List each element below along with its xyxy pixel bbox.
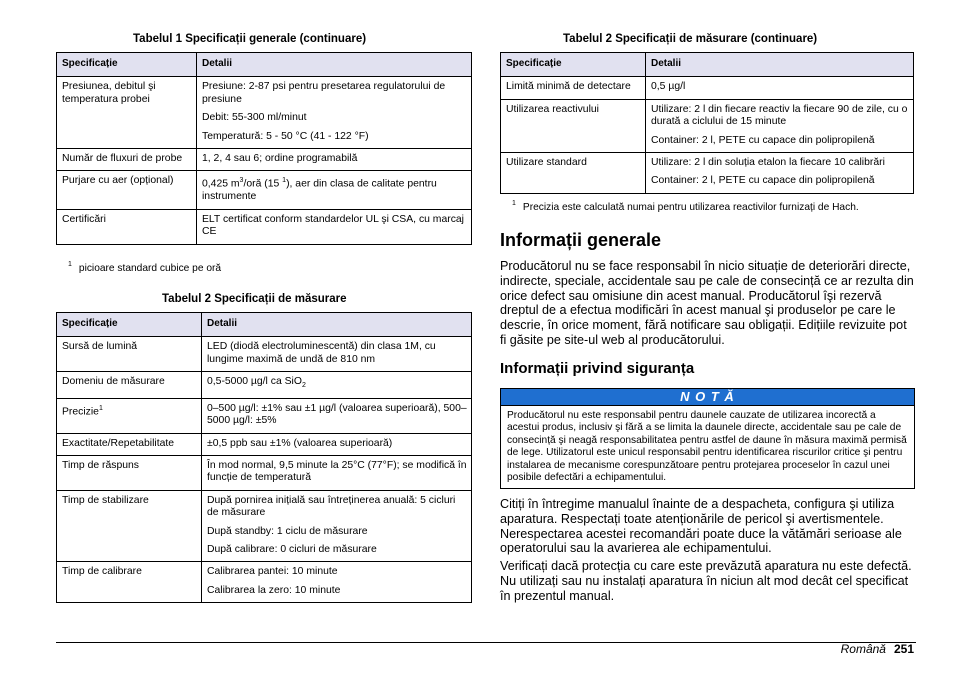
table2cont-cell-spec: Utilizare standard bbox=[501, 153, 646, 194]
table1-cell-details bbox=[197, 77, 472, 149]
detail-line: 0,5 µg/l bbox=[651, 81, 686, 93]
table2-caption: Tabelul 2 Specificații de măsurare bbox=[162, 293, 347, 305]
detail-line: ±0,5 ppb sau ±1% (valoarea superioară) bbox=[207, 437, 393, 449]
detail-line: Debit: 55-300 ml/minut bbox=[202, 112, 307, 124]
table1-header-spec: Specificație bbox=[57, 53, 197, 77]
detail-line: Utilizare: 2 l din soluția etalon la fiecare 10 calibrări bbox=[651, 157, 885, 169]
table-row bbox=[57, 490, 472, 562]
detail-line: După pornirea inițială sau întreținerea anuală: 5 cicluri de măsurare bbox=[207, 494, 456, 519]
table-row bbox=[57, 149, 472, 171]
table-row bbox=[501, 153, 914, 194]
page-footer bbox=[841, 642, 914, 656]
footnote-mark: 1 bbox=[68, 261, 72, 268]
detail-text: /oră (15 bbox=[243, 178, 283, 190]
table2-header-details: Detalii bbox=[202, 313, 472, 337]
spec-text: Precizie bbox=[62, 406, 99, 418]
table2cont-cell-details bbox=[646, 153, 914, 194]
detail-line: În mod normal, 9,5 minute la 25°C (77°F); se modifică în funcție de temperatură bbox=[207, 459, 467, 484]
footnote-mark: 1 bbox=[512, 200, 516, 207]
note-label: N O T Ă bbox=[500, 388, 915, 406]
safety-paragraph-2: Verificați dacă protecția cu care este prevăzută aparatura nu este defectă. Nu utilizați sau nu instalați aparatura în niciun alt mod decât cel specificat în prezentul manual. bbox=[500, 559, 912, 603]
table-row bbox=[57, 372, 472, 398]
table1-cell-spec: Purjare cu aer (opțional) bbox=[57, 171, 197, 209]
table2cont-footnote bbox=[512, 202, 859, 213]
table1-cell-spec: Certificări bbox=[57, 209, 197, 244]
table2cont-measurement-specs bbox=[500, 52, 914, 194]
detail-line: LED (diodă electroluminescentă) din clasa 1M, cu lungime maximă de undă de 810 nm bbox=[207, 341, 436, 365]
footer-language: Română bbox=[840, 642, 886, 656]
table2-cell-details bbox=[202, 433, 472, 455]
detail-line: Calibrarea la zero: 10 minute bbox=[207, 584, 341, 596]
table-row bbox=[57, 562, 472, 603]
detail-line: După standby: 1 ciclu de măsurare bbox=[207, 525, 368, 537]
table1-general-specs bbox=[56, 52, 472, 245]
table1-caption: Tabelul 1 Specificații generale (continuare) bbox=[133, 33, 367, 45]
safety-info-heading: Informații privind siguranța bbox=[500, 360, 695, 377]
table2-cell-spec: Sursă de lumină bbox=[57, 337, 202, 372]
table2-cell-spec: Timp de calibrare bbox=[57, 562, 202, 603]
footnote-text: picioare standard cubice pe oră bbox=[78, 263, 222, 274]
table2-cell-details bbox=[202, 490, 472, 562]
table1-cell-spec: Presiunea, debitul şi temperatura probei bbox=[57, 77, 197, 149]
table-row bbox=[501, 99, 914, 152]
page-number: 251 bbox=[893, 642, 914, 656]
table2-cell-spec: Timp de stabilizare bbox=[57, 490, 202, 562]
table-row bbox=[57, 77, 472, 149]
detail-text: 0,425 m bbox=[202, 178, 240, 190]
table2-header-spec: Specificație bbox=[57, 313, 202, 337]
subscript: 2 bbox=[301, 382, 306, 390]
table-row bbox=[57, 171, 472, 209]
table1-header-details: Detalii bbox=[197, 53, 472, 77]
table-row bbox=[501, 77, 914, 99]
table-row bbox=[57, 433, 472, 455]
table2-cell-spec bbox=[57, 398, 202, 433]
detail-line: 0–500 µg/l: ±1% sau ±1 µg/l (valoarea superioară), 500–5000 µg/l: ±5% bbox=[207, 402, 467, 427]
detail-line: ELT certificat conform standardelor UL şi CSA, cu marcaj CE bbox=[202, 213, 464, 238]
detail-text: ), aer din clasa de calitate pentru instrumente bbox=[202, 178, 437, 203]
table2-cell-details bbox=[202, 337, 472, 372]
table1-footnote bbox=[68, 263, 221, 274]
detail-line: Container: 2 l, PETE cu capace din polipropilenă bbox=[651, 134, 875, 146]
table2-cell-details bbox=[202, 562, 472, 603]
footnote-text: Precizia este calculată numai pentru utilizarea reactivilor furnizați de Hach. bbox=[522, 202, 859, 213]
table-row bbox=[57, 209, 472, 244]
table1-cell-spec: Număr de fluxuri de probe bbox=[57, 149, 197, 171]
general-info-text: Producătorul nu se face responsabil în nicio situație de deteriorări directe, indirecte, speciale, accidentale sau pe cale de consecință ce ar rezulta din orice defect sau omisiune din acest manual. Producătorul îşi rezervă dreptul de a efectua modificări în acest manual şi produselor pe care le descrie, în orice moment, fără notificare sau obligații. Edițiile revizuite pot fi găsite pe site-ul web al producătorului. bbox=[500, 259, 914, 347]
table2cont-caption: Tabelul 2 Specificații de măsurare (continuare) bbox=[563, 33, 818, 45]
safety-paragraph-1: Citiți în întregime manualul înainte de a despacheta, configura şi utiliza aparatura. Respectați toate atenționările de pericol şi avertismentele. Nerespectarea acestei recomandări poate duce la vătămări serioase ale operatorului sau la avarierea ale echipamentului. bbox=[500, 497, 902, 556]
detail-line: Temperatură: 5 - 50 °C (41 - 122 °F) bbox=[202, 130, 369, 142]
superscript: 3 bbox=[239, 177, 244, 185]
table2cont-header-details: Detalii bbox=[646, 53, 914, 77]
table2-cell-details bbox=[202, 398, 472, 433]
detail-text: 0,5-5000 µg/l ca SiO bbox=[207, 376, 302, 388]
table-row bbox=[57, 398, 472, 433]
table1-cell-details bbox=[197, 171, 472, 209]
detail-line: Calibrarea pantei: 10 minute bbox=[207, 566, 338, 578]
note-text: Producătorul nu este responsabil pentru daunele cauzate de utilizarea incorectă a acestui produs, inclusiv şi fără a se limita la daunele directe, accidentale sau pe cale de consecință şi neagă responsabilitatea pentru astfel de daune în măsura maximă permisă de lege. Utilizatorul este unicul responsabil pentru identificarea riscurilor critice şi pentru instalarea de mecanisme corespunzătoare pentru protejarea proceselor în cazul unei posibile defectări a echipamentului. bbox=[500, 406, 915, 489]
footer-rule bbox=[56, 642, 916, 643]
table2-cell-details bbox=[202, 455, 472, 490]
table2-measurement-specs bbox=[56, 312, 472, 603]
detail-line: Container: 2 l, PETE cu capace din polipropilenă bbox=[651, 175, 875, 187]
detail-line: Presiune: 2-87 psi pentru presetarea regulatorului de presiune bbox=[202, 81, 446, 105]
detail-line: 1, 2, 4 sau 6; ordine programabilă bbox=[202, 153, 358, 165]
table2-cell-spec: Exactitate/Repetabilitate bbox=[57, 433, 202, 455]
table2cont-cell-spec: Utilizarea reactivului bbox=[501, 99, 646, 152]
table2-cell-spec: Timp de răspuns bbox=[57, 455, 202, 490]
general-info-heading: Informații generale bbox=[500, 230, 662, 250]
table1-cell-details bbox=[197, 149, 472, 171]
table2-cell-spec: Domeniu de măsurare bbox=[57, 372, 202, 398]
table2cont-cell-details bbox=[646, 99, 914, 152]
table-row bbox=[57, 455, 472, 490]
table-row bbox=[57, 337, 472, 372]
table2cont-cell-spec: Limită minimă de detectare bbox=[501, 77, 646, 99]
footnote-ref: 1 bbox=[98, 404, 103, 412]
detail-line: Utilizare: 2 l din fiecare reactiv la fiecare 90 de zile, cu o durată a ciclului de 15 minute bbox=[651, 103, 908, 128]
footnote-ref: 1 bbox=[282, 177, 287, 185]
detail-line: După calibrare: 0 cicluri de măsurare bbox=[207, 543, 377, 555]
table2cont-header-spec: Specificație bbox=[501, 53, 646, 77]
table2-cell-details bbox=[202, 372, 472, 398]
table1-cell-details bbox=[197, 209, 472, 244]
table2cont-cell-details bbox=[646, 77, 914, 99]
